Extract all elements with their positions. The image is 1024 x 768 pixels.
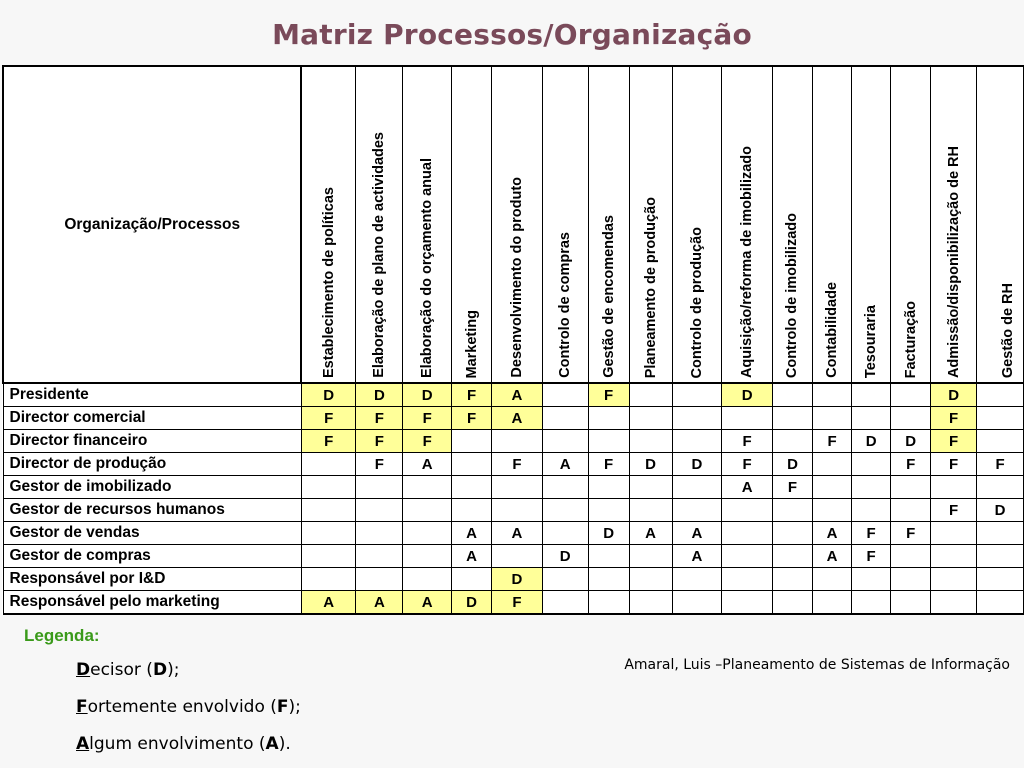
matrix-cell: D xyxy=(492,568,543,591)
matrix-cell: A xyxy=(813,545,852,568)
table-row xyxy=(3,499,1024,522)
matrix-cell xyxy=(772,591,812,615)
matrix-cell xyxy=(977,476,1024,499)
citation: Amaral, Luis –Planeamento de Sistemas de Informação xyxy=(624,657,1010,673)
matrix-cell xyxy=(852,499,891,522)
matrix-cell xyxy=(722,522,773,545)
matrix-cell xyxy=(722,499,773,522)
matrix-cell: F xyxy=(722,453,773,476)
matrix-cell xyxy=(977,591,1024,615)
matrix-cell xyxy=(772,383,812,407)
legend-text: lgum envolvimento ( xyxy=(89,734,266,754)
matrix-cell: F xyxy=(931,453,977,476)
matrix-cell xyxy=(931,568,977,591)
matrix-cell xyxy=(356,568,403,591)
table-row xyxy=(3,383,1024,407)
process-label: Facturação xyxy=(902,300,919,378)
matrix-cell xyxy=(452,430,492,453)
process-header xyxy=(356,66,403,383)
table-row xyxy=(3,430,1024,453)
process-header xyxy=(852,66,891,383)
matrix-cell: D xyxy=(452,591,492,615)
matrix-cell xyxy=(977,383,1024,407)
matrix-cell xyxy=(977,568,1024,591)
process-header xyxy=(722,66,773,383)
matrix-cell xyxy=(452,453,492,476)
matrix-cell xyxy=(629,407,672,430)
matrix-cell xyxy=(852,476,891,499)
table-row xyxy=(3,453,1024,476)
matrix-cell xyxy=(356,522,403,545)
matrix-cell xyxy=(813,568,852,591)
table-row xyxy=(3,568,1024,591)
matrix-cell xyxy=(722,545,773,568)
matrix-cell: A xyxy=(813,522,852,545)
matrix-cell: F xyxy=(977,453,1024,476)
matrix-cell xyxy=(672,591,722,615)
matrix-cell xyxy=(629,591,672,615)
matrix-cell xyxy=(931,545,977,568)
process-label: Planeamento de produção xyxy=(642,196,659,378)
process-label: Gestão de encomendas xyxy=(600,215,617,378)
matrix-cell: F xyxy=(588,453,629,476)
matrix-cell: F xyxy=(452,407,492,430)
legend-text: ecisor ( xyxy=(90,660,153,680)
process-header xyxy=(891,66,931,383)
matrix-cell xyxy=(772,545,812,568)
legend-item-fortemente xyxy=(76,697,301,717)
matrix-cell xyxy=(772,430,812,453)
matrix-cell xyxy=(672,407,722,430)
matrix-cell: D xyxy=(588,522,629,545)
process-label: Controlo de imobilizado xyxy=(784,212,801,378)
role-label: Director comercial xyxy=(3,407,301,430)
matrix-cell: F xyxy=(931,499,977,522)
matrix-cell: A xyxy=(492,522,543,545)
matrix-cell: D xyxy=(542,545,588,568)
matrix-cell xyxy=(852,453,891,476)
process-header xyxy=(672,66,722,383)
matrix-cell xyxy=(588,430,629,453)
process-label: Establecimento de políticas xyxy=(320,187,337,378)
matrix-cell xyxy=(452,476,492,499)
table-row xyxy=(3,476,1024,499)
matrix-cell xyxy=(588,499,629,522)
matrix-cell: F xyxy=(588,383,629,407)
matrix-cell xyxy=(813,476,852,499)
matrix-cell: F xyxy=(931,407,977,430)
process-header xyxy=(772,66,812,383)
matrix-cell xyxy=(588,407,629,430)
matrix-cell: A xyxy=(403,453,452,476)
matrix-cell: D xyxy=(772,453,812,476)
matrix-cell xyxy=(301,499,356,522)
legend-end: ). xyxy=(278,734,291,754)
matrix-cell xyxy=(301,568,356,591)
matrix-cell xyxy=(403,545,452,568)
table-row xyxy=(3,545,1024,568)
matrix-cell xyxy=(722,407,773,430)
matrix-cell xyxy=(301,453,356,476)
matrix-cell xyxy=(588,591,629,615)
matrix-cell xyxy=(813,453,852,476)
matrix-cell xyxy=(542,430,588,453)
matrix-cell: D xyxy=(931,383,977,407)
matrix-cell xyxy=(542,476,588,499)
role-label: Gestor de compras xyxy=(3,545,301,568)
matrix-cell xyxy=(852,407,891,430)
matrix-cell: F xyxy=(931,430,977,453)
process-header xyxy=(542,66,588,383)
matrix-cell xyxy=(852,383,891,407)
matrix-cell xyxy=(722,568,773,591)
process-label: Gestão de RH xyxy=(1000,282,1017,378)
matrix-cell xyxy=(772,499,812,522)
matrix-cell xyxy=(403,522,452,545)
matrix-cell xyxy=(542,383,588,407)
table-row xyxy=(3,522,1024,545)
legend-code: F xyxy=(276,697,289,717)
matrix-cell xyxy=(891,568,931,591)
matrix-cell: D xyxy=(672,453,722,476)
role-label: Gestor de recursos humanos xyxy=(3,499,301,522)
matrix-cell: F xyxy=(492,591,543,615)
matrix-cell: F xyxy=(852,522,891,545)
matrix-cell: F xyxy=(452,383,492,407)
matrix-cell xyxy=(629,383,672,407)
matrix-cell: D xyxy=(356,383,403,407)
matrix-cell: A xyxy=(492,383,543,407)
matrix-cell: D xyxy=(977,499,1024,522)
matrix-cell: D xyxy=(722,383,773,407)
matrix-cell xyxy=(931,522,977,545)
matrix-cell xyxy=(891,545,931,568)
matrix-cell xyxy=(813,591,852,615)
page-title: Matriz Processos/Organização xyxy=(272,18,752,51)
matrix-cell xyxy=(629,476,672,499)
matrix-cell xyxy=(492,499,543,522)
matrix-cell xyxy=(452,499,492,522)
legend-lead: D xyxy=(76,660,91,680)
legend-item-algum xyxy=(76,734,291,754)
matrix-cell xyxy=(629,545,672,568)
process-header xyxy=(452,66,492,383)
matrix-cell xyxy=(852,568,891,591)
role-label: Director de produção xyxy=(3,453,301,476)
matrix-cell: F xyxy=(852,545,891,568)
role-label: Presidente xyxy=(3,383,301,407)
matrix-cell xyxy=(542,568,588,591)
legend-lead: F xyxy=(76,697,88,717)
matrix-cell xyxy=(813,499,852,522)
matrix-cell xyxy=(403,568,452,591)
matrix-cell xyxy=(356,476,403,499)
matrix-cell: D xyxy=(301,383,356,407)
matrix-cell xyxy=(891,407,931,430)
role-label: Responsável pelo marketing xyxy=(3,591,301,615)
process-header xyxy=(492,66,543,383)
role-label: Gestor de imobilizado xyxy=(3,476,301,499)
matrix-cell: A xyxy=(301,591,356,615)
process-label: Tesouraria xyxy=(863,304,880,378)
matrix-cell: F xyxy=(356,407,403,430)
matrix-cell: A xyxy=(452,522,492,545)
matrix-cell xyxy=(672,383,722,407)
matrix-cell xyxy=(977,430,1024,453)
matrix-cell xyxy=(931,591,977,615)
matrix-cell xyxy=(672,568,722,591)
process-label: Admissão/disponibilização de RH xyxy=(945,145,962,378)
process-label: Controlo de compras xyxy=(557,232,574,378)
legend-code: A xyxy=(265,734,279,754)
matrix-cell: A xyxy=(356,591,403,615)
matrix-cell: A xyxy=(722,476,773,499)
matrix-cell xyxy=(977,522,1024,545)
matrix-cell: A xyxy=(403,591,452,615)
legend-title: Legenda: xyxy=(24,626,100,645)
matrix-cell xyxy=(629,499,672,522)
matrix-cell: F xyxy=(356,453,403,476)
matrix-cell: F xyxy=(356,430,403,453)
matrix-cell xyxy=(492,430,543,453)
matrix-cell: A xyxy=(672,545,722,568)
process-label: Desenvolvimento do produto xyxy=(508,177,525,378)
matrix-cell xyxy=(672,499,722,522)
matrix-cell: F xyxy=(403,430,452,453)
matrix-cell xyxy=(813,407,852,430)
corner-label: Organização/Processos xyxy=(3,66,301,383)
matrix-cell xyxy=(891,383,931,407)
matrix-cell xyxy=(813,383,852,407)
process-header xyxy=(629,66,672,383)
process-header xyxy=(403,66,452,383)
matrix-cell xyxy=(301,522,356,545)
matrix-cell xyxy=(588,568,629,591)
process-label: Elaboração do orçamento anual xyxy=(419,158,436,378)
role-label: Gestor de vendas xyxy=(3,522,301,545)
matrix-cell xyxy=(629,568,672,591)
matrix-cell: D xyxy=(891,430,931,453)
matrix-cell: F xyxy=(301,430,356,453)
matrix-cell xyxy=(772,407,812,430)
legend-code: D xyxy=(152,660,168,680)
matrix-cell xyxy=(672,476,722,499)
matrix-cell: F xyxy=(301,407,356,430)
matrix-cell: F xyxy=(722,430,773,453)
process-header xyxy=(931,66,977,383)
legend-end: ); xyxy=(288,697,301,717)
matrix-cell xyxy=(301,545,356,568)
matrix-cell xyxy=(977,407,1024,430)
matrix-cell xyxy=(588,545,629,568)
matrix-cell xyxy=(891,591,931,615)
process-label: Marketing xyxy=(463,309,480,378)
matrix-cell xyxy=(403,476,452,499)
matrix-cell: A xyxy=(492,407,543,430)
legend-text: ortemente envolvido ( xyxy=(87,697,277,717)
matrix-cell xyxy=(977,545,1024,568)
process-label: Controlo de produção xyxy=(688,226,705,378)
matrix-cell: D xyxy=(403,383,452,407)
matrix-cell: A xyxy=(452,545,492,568)
matrix-cell: F xyxy=(891,453,931,476)
matrix-cell xyxy=(852,591,891,615)
matrix-body xyxy=(3,383,1024,614)
process-header xyxy=(813,66,852,383)
matrix-cell xyxy=(542,522,588,545)
matrix-cell xyxy=(588,476,629,499)
matrix-cell: D xyxy=(852,430,891,453)
matrix-cell: D xyxy=(629,453,672,476)
role-label: Responsável por I&D xyxy=(3,568,301,591)
matrix-cell xyxy=(772,522,812,545)
matrix-cell xyxy=(891,499,931,522)
legend-item-decisor xyxy=(76,660,179,680)
process-label: Contabilidade xyxy=(824,282,841,378)
process-header xyxy=(977,66,1024,383)
process-label: Elaboração de plano de actividades xyxy=(371,132,388,378)
matrix-cell: A xyxy=(542,453,588,476)
process-organization-matrix xyxy=(2,65,1024,615)
role-label: Director financeiro xyxy=(3,430,301,453)
matrix-cell xyxy=(722,591,773,615)
matrix-cell xyxy=(542,499,588,522)
matrix-cell xyxy=(542,407,588,430)
matrix-cell: A xyxy=(629,522,672,545)
matrix-cell xyxy=(672,430,722,453)
matrix-cell xyxy=(301,476,356,499)
process-header xyxy=(301,66,356,383)
matrix-cell xyxy=(356,499,403,522)
matrix-cell xyxy=(492,545,543,568)
matrix-cell xyxy=(403,499,452,522)
matrix-cell: F xyxy=(403,407,452,430)
matrix-cell xyxy=(542,591,588,615)
matrix-cell xyxy=(891,476,931,499)
table-row xyxy=(3,407,1024,430)
matrix-cell xyxy=(629,430,672,453)
matrix-cell xyxy=(772,568,812,591)
table-row xyxy=(3,591,1024,615)
legend-lead: A xyxy=(76,734,90,754)
matrix-cell xyxy=(931,476,977,499)
matrix-cell: F xyxy=(772,476,812,499)
matrix-cell xyxy=(356,545,403,568)
matrix-cell xyxy=(492,476,543,499)
matrix-cell xyxy=(452,568,492,591)
matrix-cell: F xyxy=(492,453,543,476)
matrix-cell: A xyxy=(672,522,722,545)
matrix-cell: F xyxy=(891,522,931,545)
process-header xyxy=(588,66,629,383)
process-header-row xyxy=(3,66,1024,383)
legend-end: ); xyxy=(167,660,180,680)
matrix-cell: F xyxy=(813,430,852,453)
process-label: Aquisição/reforma de imobilizado xyxy=(739,145,756,378)
